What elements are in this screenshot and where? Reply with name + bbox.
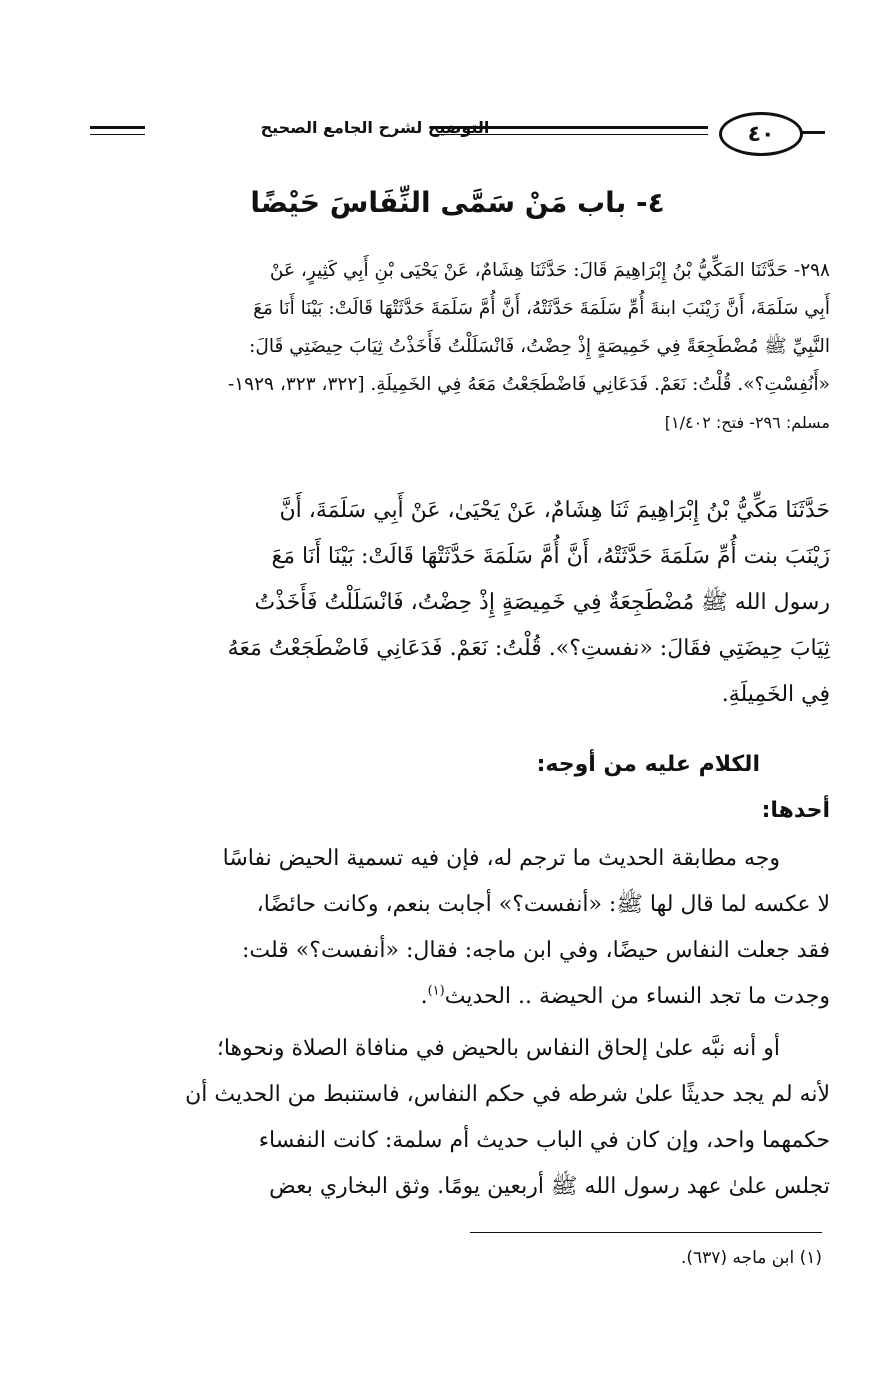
narration-line: حَدَّثَنَا مَكِّيُّ بْنُ إِبْرَاهِيمَ ثَنَا هِشَامٌ، عَنْ يَحْيَىٰ، عَنْ أَبِي سَلَمَةَ، أَنَّ <box>279 498 830 523</box>
discussion-headings <box>78 742 830 834</box>
narration-line: فِي الخَمِيلَةِ. <box>721 682 830 707</box>
first-aspect-heading: أحدها: <box>761 798 830 823</box>
running-title: التوضيح لشرح الجامع الصحيح <box>260 118 490 137</box>
paragraph-line: وجه مطابقة الحديث ما ترجم له، فإن فيه تسمية الحيض نفاسًا <box>222 846 780 871</box>
narration <box>78 488 830 718</box>
paragraph-line <box>78 974 830 1020</box>
paragraph-text: وجدت ما تجد النساء من الحيضة .. الحديث <box>444 984 830 1009</box>
paragraph-line: حكمهما واحد، وإن كان في الباب حديث أم سلمة: كانت النفساء <box>258 1128 830 1153</box>
footnote: (١) ابن ماجه (٦٣٧). <box>680 1248 822 1268</box>
hadith-block <box>78 252 830 442</box>
narration-line: ثِيَابَ حِيضَتِي فقَالَ: «نفستِ؟». قُلْتُ: نَعَمْ. فَدَعَانِي فَاضْطَجَعْتُ مَعَهُ <box>227 636 830 661</box>
header-rule-left-thick <box>90 126 145 129</box>
paragraph-line: تجلس علىٰ عهد رسول الله ﷺ أربعين يومًا. وثق البخاري بعض <box>269 1174 830 1199</box>
footnote-divider <box>470 1232 822 1233</box>
hadith-line: النَّبِيِّ ﷺ مُضْطَجِعَةً فِي خَمِيصَةٍ إِذْ حِضْتُ، فَانْسَلَلْتُ فَأَخَذْتُ ثِيَابَ حِيضَتِي قَالَ: <box>249 336 830 357</box>
paragraph-line: فقد جعلت النفاس حيضًا، وفي ابن ماجه: فقال: «أنفست؟» قلت: <box>242 938 830 963</box>
footnote-marker[interactable]: (١) <box>427 983 445 999</box>
narration-line: زَيْنَبَ بنت أُمِّ سَلَمَةَ حَدَّثَتْهُ، أَنَّ أُمَّ سَلَمَةَ حَدَّثَتْهَا قَالَتْ: بَيْنَا أَنَا مَعَ <box>271 544 830 569</box>
hadith-line: «أَنُفِسْتِ؟». قُلْتُ: نَعَمْ. فَدَعَانِي فَاضْطَجَعْتُ مَعَهُ فِي الخَمِيلَةِ. [٣٢٢، ٣٢٣، ١٩٢٩- <box>227 374 830 395</box>
page-number: ٤٠ <box>719 112 803 156</box>
hadith-reference: مسلم: ٢٩٦- فتح: ١/٤٠٢] <box>664 413 830 432</box>
header-rule-right-thick <box>430 126 708 129</box>
chapter-heading: ٤- باب مَنْ سَمَّى النِّفَاسَ حَيْضًا <box>250 186 665 219</box>
running-header <box>90 108 825 164</box>
hadith-line: ٢٩٨- حَدَّثَنَا المَكِّيُّ بْنُ إِبْرَاهِيمَ قَالَ: حَدَّثَنَا هِشَامٌ، عَنْ يَحْيَى بْنِ أَبِي كَثِيرٍ، عَنْ <box>269 260 830 281</box>
paragraph-line: أو أنه نبَّه علىٰ إلحاق النفاس بالحيض في منافاة الصلاة ونحوها؛ <box>216 1036 780 1061</box>
page-number-ornament <box>709 112 825 158</box>
discussion-heading: الكلام عليه من أوجه: <box>536 752 760 777</box>
narration-line: رسول الله ﷺ مُضْطَجِعَةٌ فِي خَمِيصَةٍ إِذْ حِضْتُ، فَانْسَلَلْتُ فَأَخَذْتُ <box>254 590 830 615</box>
full-stop: . <box>420 984 428 1009</box>
header-rule-left-thin <box>90 134 145 135</box>
header-rule-right-thin <box>430 134 708 135</box>
paragraph-line: لا عكسه لما قال لها ﷺ: «أنفست؟» أجابت بنعم، وكانت حائضًا، <box>256 892 830 917</box>
paragraph-2 <box>78 1026 830 1210</box>
paragraph-line: لأنه لم يجد حديثًا علىٰ شرطه في حكم النفاس، فاستنبط من الحديث أن <box>185 1082 830 1107</box>
paragraph-1 <box>78 836 830 1020</box>
ornament-tail-icon <box>801 131 825 134</box>
hadith-line: أَبِي سَلَمَةَ، أَنَّ زَيْنَبَ ابنةَ أُمِّ سَلَمَةَ حَدَّثَتْهُ، أَنَّ أُمَّ سَلَمَةَ حَدَّثَتْهَا قَالَتْ: بَيْنَا أَنَا مَعَ <box>253 298 830 319</box>
